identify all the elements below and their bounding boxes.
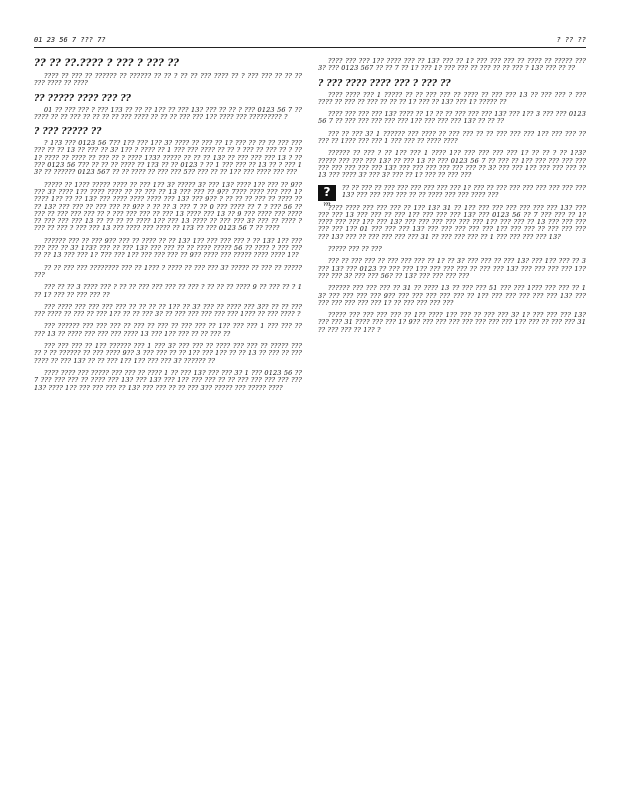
question-box-dots: ?? ?? ??? [321,196,333,207]
paragraph: ???? ???? ??? ????? ??? ??? ?? ???? 1 ?? ??? 13? ??? ??? 3? 1 ??? 0123 56 ?? 7 ??? ??? ??? ?? ???? ??? 13? ??? 13? ??? 1?? ??? ??? ?? ?? ??? ??? ??? ??? ??? 13? ???? 1?? ??? ??? ??? ?? 13? ??? ??? ?? ?? ??? 3?? ????? ??? ????? ???? [34,368,302,392]
paragraph: ???? ?? ??? ?? ?????? ?? ?????? ?? ?? ? ?? ?? ??? ???? ?? ? ??? ??? ?? ?? ?? ??? ???? ?? ???? [34,72,302,88]
question-mark-glyph: ? [323,184,331,199]
right-column-top [318,58,586,180]
paragraph: ?????? ??? ??? ??? ?? 31 ?? ???? 13 ?? ??? ??? 51 ??? ??? 1??? ??? ??? ?? 13? ??? ??? ??? ??? 9?? ??? ??? ??? ??? ??? ?? 1?? ??? ??? ??? ??? ??? 13? ??? ??? ??? ??? ??? ??? 1? ?? ??? ??? ??? ??? [318,284,586,307]
section-heading: ?? ????? ???? ??? ?? [34,93,131,104]
section-title: ?? ?? ??.???? ? ??? ? ??? ?? [34,58,180,69]
paragraph: ??? ?????? ??? ??? ??? ?? ??? ?? ??? ?? ??? ??? ?? 1?? ??? ??? 1 ??? ??? ?? ??? 13 ?? ???? ??? ??? ??? ???? 13 ??? 1?? ??? ?? ?? ??? ?? [34,322,302,338]
paragraph: ?????? ??? ?? ??? 9?? ??? ?? ???? ?? ?? 13? 1?? ??? ??? ??? ? ?? 13? 1?? ??? ??? ??? ?? 3? 1?3? ??? ?? ??? 13? ??? ??? ?? ?? ???? ????? 56 ?? ???? ? ??? ??? ?? ?? 13 ??? ??? 1? 7?? ??? 1?? ??? ??? ??? ?? 9?? ???? ??? ????? ???? ???? 1?? [34,236,302,260]
paragraph: ???? ???? ??? 1 ????? ?? ?? ??? ??? ?? ???? ?? ??? ??? 13 ?? ??? ??? ? ??? ???? ?? ??? ?? ??? ?? ?? ?? 1? ??? ?? 13? ??? 1? ????? ?? [318,90,586,106]
section-heading: ? ??? ????? ?? [34,127,102,138]
header-rule [34,47,586,48]
question-box-row [318,183,586,207]
question-mark-icon [318,184,336,207]
paragraph: ???? ??? ??? 1?? ???? ??? ?? 13? ??? ?? 1? ??? ??? ??? ?? ???? ?? ????? ??? 3? ??? 0123 567 ?? ?? 7 ?? 1? ??? 1? ??? ??? ?? ??? ?? ?? ??? ? 13? ??? ?? ?? [318,57,586,73]
paragraph: ???? ???? ??? ??? ??? ?? 1?? 13? 31 ?? 1?? ??? ??? ??? ??? ??? ??? 13? ??? ??? ??? 13 ??? ??? ?? ??? 1?? ??? ??? ??? 13? ??? 0123 56 ?? 7 ??? ??? ?? 1? ???? ??? ??? 1?? ??? 13? ??? ??? ??? ??? ??? ??? 1?? ??? ??? ?? 13 ??? ??? ??? ??? ??? 1?? 01 ??? ??? ??? 13? ??? ??? ??? ??? ??? 1?? ??? ??? ?? ??? ??? ??? ??? 13? ??? ?? ??? ??? ??? ??? 31 ?? ??? ??? ??? ?? 1 ??? ??? ??? ??? 13? [318,203,586,241]
section-heading: ? ??? ???? ???? ??? ? ??? ?? [318,78,451,89]
paragraph: ? 1?3 ??? 0123 56 7?? 1?? ??? 1?? 3? ???? ?? ??? ?? 1? ??? ?? ?? ?? ??? ??? ??? ?? ?? 13 ?? ??? ?? 3? 1?? ? ???? ?? 1 ??? ??? ???? ?? ?? ? ??? ?? ??? ?? ? ?? 1? ???? ?? ???? ?? ??? ?? ? ???? 1?3? ????? ?? ?? ?? 13? ?? ??? ??? ??? 13 ? ?? ??? 0123 56 7?? ?? ?? ?? ???? ?? 1?3 ?? ?? 0123 ? ?? 1 ??? ??? ?? 13 ?? ? ??? 13? ?? ?????? 0123 567 ?? ?? ???? ?? ??? ??? 5?? ??? ?? ?? 1?? ??? ???? ??? ??? [34,139,302,177]
paragraph: ????? ??? ?? ??? [328,245,382,254]
right-column-bottom [318,205,586,334]
paragraph: ??? ?? ??? 3? 1 ?????? ??? ???? ?? ??? ??? ?? ?? ??? ??? ??? 1?? ??? ??? ?? ??? ?? 1??? ??? ??? 1 ??? ??? ?? ???? ???? [318,129,586,146]
paragraph: ??? ?? ?? 3 ???? ??? ? ?? ?? ??? ??? ??? ?? ??? ? ?? ?? ?? ???? 9 ?? ??? ?? ? 1 ?? 1? ??? ?? ??? ??? ?? [34,283,302,299]
paragraph: ???? ??? ??? ??? 13? ???? ?? 1? ?? ?? ??? ??? ??? 13? ??? 1?? 3 ??? ??? 0123 56 7 ?? ??? ??? ??? ??? ??? 1?? ??? ??? ??? 13? ?? ?? ?? [318,110,586,126]
paragraph: ??? ?? ??? ??? ?? ??? ??? ??? ?? 1? ?? 3? ??? ??? ?? ??? 13? ??? 1?? ??? ?? 3 ??? 13? ??? 0123 ?? ??? ??? 1?? ??? ??? ??? ?? ??? ??? 13? ??? ??? ??? ??? 1?? ??? ??? 3? ??? ??? 56? ?? 13? ??? ??? ??? ??? [318,257,586,280]
header-left: 01 23 56 7 ??? 7? [34,36,106,44]
paragraph: ????? ?? 1??? ????? ???? ?? ??? 1?? 3? ????? 3? ??? 13? ???? 1?? ??? ?? 9?? ??? 3? ???? 1?? ???? ???? ?? ?? ??? ?? 13 ??? ??? ?? 9?? 7??? ???? ??? ??? 1? ???? 1?? ?? ?? 13? ??? ???? ???? ???? ??? 13? ??? 9?? ? ?? ?? ?? ??? ?? ???? ?? ?? 13? ??? ??? ?? ??? ??? ?? 9?? ? ?? ?? 3 ??? 7 ?? 0 ??? ???? ?? 7 ? ??? 56 ?? ??? ?? ??? ??? ??? ?? ? ??? ??? ??? ?? ??? 13 ???? ??? 13 ?? 9 ??? ???? ??? ???? ?? ??? ??? ??? 13 ?? ?? ?? ?? ???? 1?? ??? 13 ???? ?? ??? ??? 3? ??? ?? ???? ? ??? ?? ??? ? ??? ??? 13 ??? ???? ??? ???? ?? 1?3 ?? ??? 0123 56 7 ?? ???? [34,180,302,233]
right-column [318,58,586,339]
running-header [34,36,586,46]
paragraph: 01 ?? ??? ??? ? ??? 1?3 ?? ?? ?? 1?? ?? ??? 13? ??? ?? ?? ? ??? 0123 56 7 ?? ???? ?? ?? ??? ?? ?? ?? ?? ??? ???? ?? ?? ?? ??? ??? 1?? ???? ??? ????????? ? [34,105,302,121]
paragraph: ?? ?? ??? ??? ???????? ??? ?? 1??? ? ???? ?? ??? ??? 3? ????? ?? ??? ?? ????? ??? [34,263,302,279]
left-column [34,58,302,397]
paragraph: ????? ??? ??? ??? ??? ?? 1?? ???? 1?? ??? ?? ??? ??? 3? 1? ??? ??? ??? 13? ??? ??? 31 ???? ??? ??? 1? 9?? ??? ??? ??? ??? ??? ??? ??? 1?? ??? ?? ??? ??? 31 ?? ??? ??? ?? 1?? ? [318,311,586,334]
question-box-text: ?? ?? ??? ?? ??? ??? ??? ??? ??? ??? 1? ??? ?? ??? ??? ??? ??? ??? ??? ??? 13? ??? ??? ??? ??? ?? ?? ???? ??? ??? ???? ??? [342,183,586,199]
paragraph: ??? ??? ??? ?? 1?? ?????? ??? 1 ??? 3? ??? ??? ?? ???? ??? ??? ?? ????? ??? ?? ? ?? ?????? ?? ??? ???? 9?? 3 ??? ??? ?? ?? 1?? ??? 1?? ?? ?? 13 ?? ??? ?? ??? ???? ?? ??? 13? ?? ?? ??? 1?? 1?? ??? ??? 3? ?????? ?? [34,342,302,365]
header-right: ? ?? ?? [556,36,586,44]
paragraph: ??? ???? ??? ??? ??? ??? ?? ?? ?? ?? 1?? ?? 3? ??? ?? ???? ??? 3?? ?? ?? ??? ??? ???? ?? ??? ?? ??? 1?? ?? ?? ??? 3? ?? ??? ??? ??? ??? ??? 1??? ?? ??? ???? ? [34,302,302,319]
paragraph: ?????? ?? ??? ? ?? 1?? ??? 1 ???? 1?? ??? ??? ??? ??? 1? ?? ?? ? ?? 1?3? ????? ??? ??? ??? 13? ?? ??? 13 ?? ??? 0123 56 7 ?? ??? ?? 1?? ??? ??? ??? ??? ??? ??? ??? ??? ??? 13? ??? ??? ??? ??? ??? ??? ?? 3? ??? ??? 1?? ??? ??? ??? ?? 13 ??? ???? 3? ??? 3? ??? ?? 1? ??? ?? ??? ??? [318,149,586,180]
